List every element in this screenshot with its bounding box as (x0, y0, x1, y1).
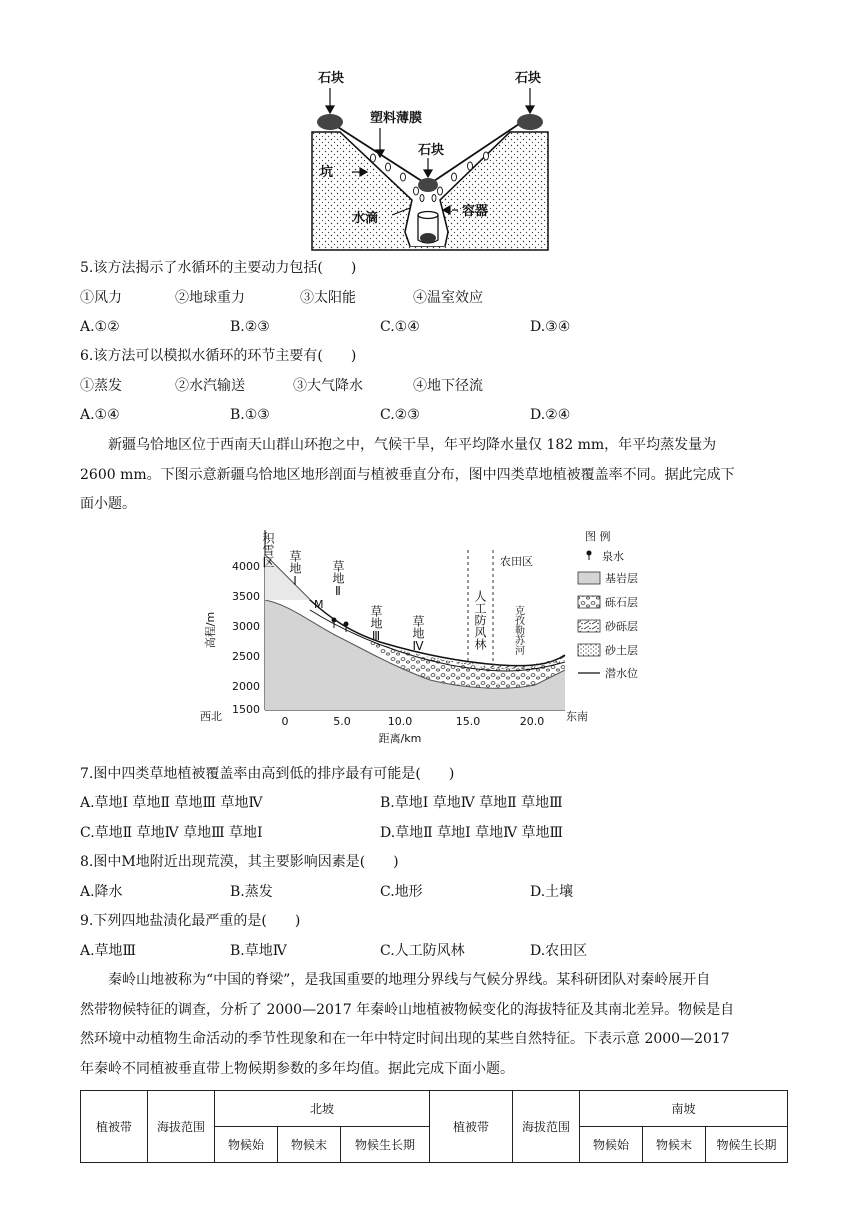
ytick: 3000 (232, 620, 260, 633)
label-stone-right: 石块 (515, 71, 542, 86)
th-altitude-north: 海拔范围 (148, 1091, 215, 1163)
label-m: M (314, 598, 324, 611)
q8-stem: 8.图中M地附近出现荒漠，其主要影响因素是( ) (80, 854, 399, 870)
q6-item: ④地下径流 (413, 378, 483, 394)
q5-choices (80, 317, 780, 337)
legend-item: 砾石层 (605, 596, 638, 609)
th-end-south: 物候末 (643, 1127, 706, 1163)
q7-choices-cd (80, 823, 780, 843)
q7-choices-ab (80, 793, 780, 813)
passage-line: 新疆乌恰地区位于西南天山群山环抱之中，气候干旱，年平均降水量仅 182 mm，年平均蒸发量为 (108, 437, 717, 453)
q8-choice-c[interactable]: C.地形 (380, 884, 423, 900)
q8-choice-a[interactable]: A.降水 (80, 884, 123, 900)
ytick: 1500 (232, 703, 260, 716)
terrain-profile-diagram (200, 520, 662, 755)
q7-choice-d[interactable]: D.草地Ⅱ 草地Ⅰ 草地Ⅳ 草地Ⅲ (380, 825, 564, 841)
legend-item: 泉水 (602, 550, 624, 563)
th-start-south: 物候始 (580, 1127, 643, 1163)
th-altitude-south: 海拔范围 (513, 1091, 580, 1163)
label-grass1: 草地Ⅰ (288, 550, 302, 588)
y-axis-label: 高程/m (204, 611, 217, 649)
q6-choice-c[interactable]: C.②③ (380, 407, 420, 423)
th-north-slope: 北坡 (215, 1091, 430, 1127)
q5-choice-b[interactable]: B.②③ (230, 319, 270, 335)
passage-line: 年秦岭不同植被垂直带上物候期参数的多年均值。据此完成下面小题。 (80, 1060, 514, 1077)
label-film: 塑料薄膜 (370, 111, 423, 126)
q9-choice-a[interactable]: A.草地Ⅲ (80, 943, 137, 959)
q6-item: ②水汽输送 (175, 378, 245, 394)
th-start-north: 物候始 (215, 1127, 278, 1163)
passage-qinling (80, 966, 780, 1084)
th-end-north: 物候末 (278, 1127, 341, 1163)
legend-item: 砂土层 (605, 644, 638, 657)
label-grass4: 草地Ⅳ (411, 615, 425, 653)
label-grass3: 草地Ⅲ (369, 605, 383, 643)
q9-choice-b[interactable]: B.草地Ⅳ (230, 943, 287, 959)
dir-northwest: 西北 (200, 710, 222, 723)
xtick: 15.0 (455, 715, 481, 728)
q6-item: ①蒸发 (80, 378, 122, 394)
q5-choice-d[interactable]: D.③④ (530, 319, 571, 335)
legend-item: 砂砾层 (605, 620, 638, 633)
stone-left (317, 114, 343, 130)
solar-still-diagram (300, 60, 560, 255)
xtick: 20.0 (519, 715, 545, 728)
q5-item: ③太阳能 (300, 290, 356, 306)
q7-choice-b[interactable]: B.草地Ⅰ 草地Ⅳ 草地Ⅱ 草地Ⅲ (380, 795, 563, 811)
q5-stem: 5.该方法揭示了水循环的主要动力包括( ) (80, 260, 357, 276)
q5-choice-a[interactable]: A.①② (80, 319, 120, 335)
legend (578, 529, 638, 680)
ytick: 3500 (232, 590, 260, 603)
label-snow-zone: 积雪区 (261, 532, 275, 568)
q6-items (80, 376, 780, 396)
passage-xinjiang (80, 431, 780, 520)
th-length-south: 物候生长期 (706, 1127, 788, 1163)
label-pit: 坑 (320, 165, 334, 180)
q9-choice-c[interactable]: C.人工防风林 (380, 943, 465, 959)
container-cup (418, 212, 438, 244)
label-container: 容器 (462, 204, 489, 219)
label-grass2: 草地Ⅱ (331, 560, 345, 598)
label-drops: 水滴 (352, 211, 379, 226)
xtick: 10.0 (387, 715, 413, 728)
stone-right (517, 114, 543, 130)
q7-choice-c[interactable]: C.草地Ⅱ 草地Ⅳ 草地Ⅲ 草地Ⅰ (80, 825, 263, 841)
stone-center (418, 178, 438, 192)
q5-choice-c[interactable]: C.①④ (380, 319, 420, 335)
q8-choice-d[interactable]: D.土壤 (530, 884, 574, 900)
passage-line: 然环境中动植物生命活动的季节性现象和在一年中特定时间出现的某些自然特征。下表示意 2000—2017 (80, 1031, 730, 1047)
q7-stem: 7.图中四类草地植被覆盖率由高到低的排序最有可能是( ) (80, 766, 455, 782)
th-veg-belt-south: 植被带 (430, 1091, 513, 1163)
legend-title: 图 例 (585, 530, 611, 543)
q6-choice-d[interactable]: D.②④ (530, 407, 571, 423)
xtick: 0 (281, 715, 289, 728)
q9-choice-d[interactable]: D.农田区 (530, 943, 588, 959)
q5-item: ②地球重力 (175, 290, 245, 306)
th-veg-belt-north: 植被带 (81, 1091, 148, 1163)
q5-items (80, 288, 780, 308)
q8-choices (80, 882, 780, 902)
dir-southeast: 东南 (566, 710, 588, 723)
label-forest: 人工防风林 (473, 590, 487, 650)
q5-item: ①风力 (80, 290, 122, 306)
legend-item: 潜水位 (605, 667, 638, 680)
th-south-slope: 南坡 (580, 1091, 788, 1127)
q8-choice-b[interactable]: B.蒸发 (230, 884, 273, 900)
label-stone-center: 石块 (418, 143, 445, 158)
q6-choice-b[interactable]: B.①③ (230, 407, 270, 423)
label-river: 克孜勒苏河 (512, 605, 524, 655)
q5-item: ④温室效应 (413, 290, 483, 306)
x-axis-label: 距离/km (378, 732, 422, 745)
q7-choice-a[interactable]: A.草地Ⅰ 草地Ⅱ 草地Ⅲ 草地Ⅳ (80, 795, 263, 811)
passage-line: 面小题。 (80, 496, 136, 512)
th-length-north: 物候生长期 (341, 1127, 430, 1163)
spring-markers (332, 618, 349, 633)
passage-line: 2600 mm。下图示意新疆乌恰地区地形剖面与植被垂直分布，图中四类草地植被覆盖率不同。据此完成下 (80, 466, 735, 483)
xtick: 5.0 (333, 715, 351, 728)
ytick: 2000 (232, 680, 260, 693)
phenology-table (80, 1090, 788, 1163)
legend-item: 基岩层 (605, 572, 638, 585)
q6-stem: 6.该方法可以模拟水循环的环节主要有( ) (80, 348, 357, 364)
ytick: 4000 (232, 560, 260, 573)
q6-item: ③大气降水 (293, 378, 363, 394)
label-farm: 农田区 (500, 555, 533, 568)
passage-line: 然带物候特征的调查，分析了 2000—2017 年秦岭山地植被物候变化的海拔特征及其南北差异。物候是自 (80, 1001, 735, 1018)
label-stone-left: 石块 (318, 71, 345, 86)
passage-line: 秦岭山地被称为“中国的脊梁”，是我国重要的地理分界线与气候分界线。某科研团队对秦岭展开自 (108, 972, 711, 988)
q9-stem: 9.下列四地盐渍化最严重的是( ) (80, 913, 301, 929)
q9-choices (80, 941, 780, 961)
q6-choice-a[interactable]: A.①④ (80, 407, 120, 423)
q6-choices (80, 405, 780, 425)
ytick: 2500 (232, 650, 260, 663)
